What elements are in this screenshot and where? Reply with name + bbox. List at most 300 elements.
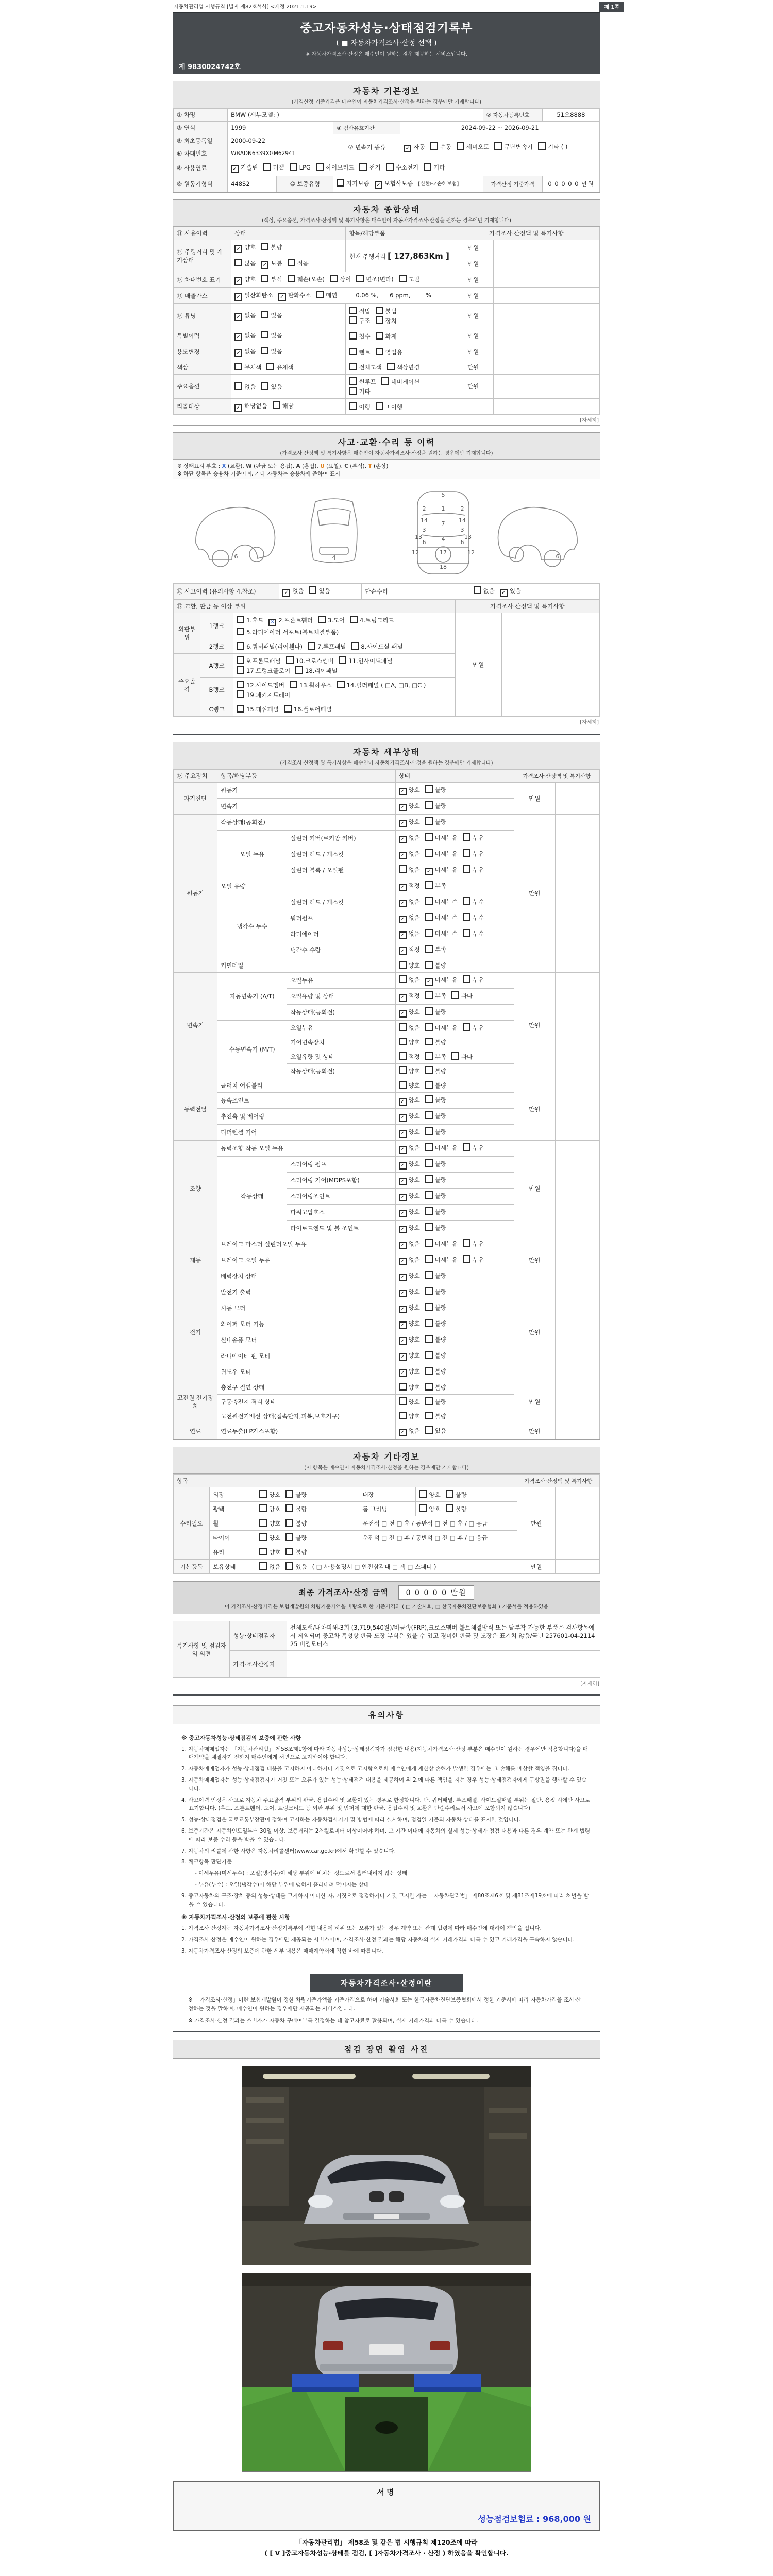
checkbox-option[interactable] <box>349 307 370 315</box>
checkbox-option[interactable] <box>259 1562 280 1571</box>
empty-box <box>463 865 470 873</box>
span <box>349 306 401 316</box>
section-etc-subtitle: (이 항목은 매수인이 자동차가격조사·산정을 원하는 경우에만 기재합니다) <box>304 1465 469 1471</box>
rect <box>292 2387 359 2392</box>
checkbox-option[interactable] <box>425 1351 446 1360</box>
checkbox-option[interactable] <box>425 801 446 810</box>
checkbox-option[interactable] <box>463 929 484 938</box>
summary-row-label: 색상 <box>174 360 231 375</box>
checkbox-option[interactable] <box>284 705 332 714</box>
checkbox-option[interactable] <box>237 628 339 636</box>
checkbox-option[interactable] <box>425 1143 458 1152</box>
checkbox-option[interactable] <box>285 1562 307 1571</box>
checkbox-option[interactable] <box>237 690 290 699</box>
span: 적정 <box>408 992 420 999</box>
checkbox-option[interactable] <box>463 849 484 858</box>
checkbox-option[interactable] <box>425 1007 446 1016</box>
checkbox-option[interactable] <box>351 642 402 651</box>
checkbox-option[interactable] <box>399 1427 420 1436</box>
checkbox-option[interactable] <box>425 1412 446 1420</box>
checkbox-option[interactable] <box>425 1159 446 1168</box>
checkbox-option[interactable] <box>288 275 325 283</box>
checkbox-option[interactable] <box>425 817 446 826</box>
span: 많음 <box>244 260 256 267</box>
checked-box: ✓ <box>399 1337 407 1345</box>
span: LPG <box>299 164 311 171</box>
item-label: 와이퍼 모터 기능 <box>217 1316 395 1332</box>
checkbox-option[interactable] <box>349 402 370 411</box>
span: 전체도색 <box>359 364 382 371</box>
checkbox-option[interactable] <box>399 1335 420 1345</box>
checkbox-option[interactable] <box>425 1175 446 1184</box>
tr <box>174 1475 600 1487</box>
checkbox-option[interactable] <box>494 142 533 151</box>
checkbox-option[interactable] <box>318 616 345 624</box>
checkbox-option[interactable] <box>290 681 332 689</box>
checkbox-option[interactable] <box>425 1023 458 1032</box>
checkbox-option[interactable] <box>234 259 256 267</box>
checkbox-option[interactable] <box>237 656 281 665</box>
empty-box <box>399 1038 407 1045</box>
span: 불량 <box>434 1272 446 1279</box>
checkbox-option[interactable] <box>425 991 446 1000</box>
checkbox-option[interactable] <box>404 143 425 152</box>
item-state <box>395 1157 514 1173</box>
item-state <box>395 1021 514 1035</box>
checkbox-option[interactable] <box>376 316 397 325</box>
price-unit: 만원 <box>517 1487 555 1560</box>
checkbox-option[interactable] <box>399 975 420 984</box>
tr <box>174 584 600 600</box>
checkbox-option[interactable] <box>425 1081 446 1090</box>
span: 일산화탄소 <box>244 292 273 299</box>
checkbox-option[interactable] <box>288 259 309 267</box>
checkbox-option[interactable] <box>399 1160 420 1170</box>
price-unit: 만원 <box>514 973 555 1078</box>
checkbox-option[interactable] <box>316 163 355 172</box>
checkbox-option[interactable] <box>261 331 282 340</box>
checkbox-option[interactable] <box>285 1519 307 1528</box>
item-label: 타이로드엔드 및 볼 조인트 <box>287 1221 395 1236</box>
checkbox-option[interactable] <box>399 786 420 795</box>
checkbox-option[interactable] <box>463 833 484 842</box>
checkbox-option[interactable] <box>425 849 458 858</box>
checkbox-option[interactable] <box>261 275 282 283</box>
opinion-text: 전체도색/내차피해-3회 (3,719,540원)/비금속(FRP),크로스멤버 볼트체결방식 또는 탈부착 가능한 부품은 검사항목에서 제외되며 중고차 특성상 판금 도장 부식은 있을 수 있고 경미한 판금 및 도장은 표기치 않음/국민 257601-04-211425 비엠모터스 <box>287 1621 600 1651</box>
checkbox-option[interactable] <box>234 275 256 285</box>
checkbox-option[interactable] <box>419 1504 440 1513</box>
empty-box <box>356 275 364 282</box>
checkbox-option[interactable] <box>463 1143 484 1152</box>
checkbox-option[interactable] <box>399 1128 420 1138</box>
checkbox-option[interactable] <box>425 1287 446 1296</box>
detail-col-state: 상태 <box>395 770 514 783</box>
checkbox-option[interactable] <box>399 275 420 283</box>
checkbox-option[interactable] <box>381 377 420 386</box>
checkbox-option[interactable] <box>259 1548 280 1556</box>
checkbox-option[interactable] <box>399 1412 420 1420</box>
checkbox-option[interactable] <box>425 1303 446 1312</box>
checkbox-option[interactable] <box>451 1052 473 1061</box>
checkbox-option[interactable] <box>474 586 495 595</box>
diagram-number: 4 <box>441 536 445 543</box>
checkbox-option[interactable] <box>425 1111 446 1120</box>
checkbox-option[interactable] <box>399 945 420 955</box>
checked-box: ✓ <box>278 293 286 301</box>
ellipse <box>440 2195 465 2208</box>
checkbox-option[interactable] <box>399 850 420 859</box>
checkbox-option[interactable] <box>425 961 446 970</box>
checkbox-option[interactable] <box>463 1255 484 1264</box>
checkbox-option[interactable] <box>285 1533 307 1542</box>
empty-box <box>399 1052 407 1060</box>
device-group-label: 고전원 전기장치 <box>174 1380 217 1423</box>
checkbox-option[interactable] <box>425 1239 458 1248</box>
price-note-cell <box>493 240 599 256</box>
checkbox-option[interactable] <box>399 929 420 939</box>
checkbox-option[interactable] <box>285 1504 307 1513</box>
rect <box>323 2341 343 2350</box>
price-unit: 만원 <box>453 272 493 288</box>
checkbox-option[interactable] <box>237 642 303 651</box>
checkbox-option[interactable] <box>263 163 284 172</box>
checkbox-option[interactable] <box>295 666 338 675</box>
checkbox-option[interactable] <box>463 1023 484 1032</box>
item-state <box>395 1409 514 1423</box>
checkbox-option[interactable] <box>308 642 346 651</box>
summary-state <box>231 272 453 288</box>
checkbox-option[interactable] <box>359 163 380 172</box>
fuel-label: ⑧ 사용연료 <box>174 160 228 176</box>
span: 양호 <box>408 786 420 793</box>
checkbox-option[interactable] <box>376 348 402 357</box>
item-label: 파워고압호스 <box>287 1205 395 1221</box>
item-label: 실린더 블록 / 오일팬 <box>287 862 395 878</box>
checkbox-option[interactable] <box>399 1397 420 1406</box>
checkbox-option[interactable] <box>425 1255 458 1264</box>
checkbox-option[interactable] <box>330 275 351 283</box>
pricing-info-text1: ※ 「가격조사·산정」이란 보험개발원이 정한 차량기준가액을 기준가격으로 하여 기술사회 또는 한국자동차진단보증협회에서 정한 기준서에 따라 자동차가격을 조사·산정하는 것을 말하며, 매수인이 원하는 경우에만 제공되는 서비스입니다. <box>188 1997 581 2012</box>
checkbox-option[interactable] <box>425 897 458 906</box>
summary-parts <box>346 304 453 328</box>
rect <box>263 2074 356 2079</box>
checkbox-option[interactable] <box>282 587 304 597</box>
checkbox-option[interactable] <box>399 1224 420 1233</box>
checkbox-option[interactable] <box>425 945 446 954</box>
checkbox-option[interactable] <box>399 1066 420 1075</box>
checkbox-option[interactable] <box>290 163 311 171</box>
empty-box <box>288 275 295 282</box>
span: 불량 <box>434 1320 446 1327</box>
span: 양호 <box>429 1505 441 1513</box>
checkbox-option[interactable] <box>425 866 458 875</box>
checkbox-option[interactable] <box>376 307 397 315</box>
checkbox-option[interactable] <box>266 363 293 371</box>
empty-box <box>425 1052 433 1060</box>
span: 4.트렁크리드 <box>360 617 394 624</box>
checkbox-option[interactable] <box>350 616 394 624</box>
checkbox-option[interactable] <box>425 1319 446 1328</box>
detail-link[interactable]: [자세히] <box>580 418 599 423</box>
checkbox-option[interactable] <box>349 348 370 357</box>
checkbox-option[interactable] <box>425 1335 446 1344</box>
checkbox-option[interactable] <box>376 332 397 341</box>
checkbox-option[interactable] <box>425 913 458 922</box>
diagram-number: 14 <box>421 517 428 524</box>
checkbox-option[interactable] <box>337 681 426 689</box>
tr <box>174 272 600 288</box>
span: 양호 <box>408 1413 420 1420</box>
checkbox-option[interactable] <box>231 163 258 173</box>
checkbox-option[interactable] <box>399 1256 420 1265</box>
checkbox-option[interactable] <box>285 1490 307 1499</box>
span: 자가보증 <box>346 180 369 187</box>
checkbox-option[interactable] <box>387 363 419 371</box>
checkbox-option[interactable] <box>425 976 458 986</box>
checkbox-option[interactable] <box>259 1519 280 1528</box>
detail-link[interactable]: [자세히] <box>580 1681 599 1687</box>
price-unit: 만원 <box>514 1078 555 1141</box>
opinion-text <box>287 1651 600 1678</box>
checkbox-option[interactable] <box>399 834 420 843</box>
section-basic-subtitle: (가격산정 기준가격은 매수인이 자동차가격조사·산정을 원하는 경우에만 기재합니다) <box>291 99 482 105</box>
checkbox-option[interactable] <box>234 402 267 412</box>
checkbox-option[interactable] <box>399 1008 420 1018</box>
etc-item-label: 타이어 <box>210 1531 256 1545</box>
span: 미세누유 <box>434 1240 458 1247</box>
checkbox-option[interactable] <box>425 1223 446 1232</box>
checkbox-option[interactable] <box>425 1127 446 1136</box>
empty-box <box>425 1351 433 1359</box>
checked-box: ✓ <box>399 1178 407 1185</box>
empty-box <box>349 307 357 314</box>
span: 기타 <box>433 164 445 171</box>
checkbox-option[interactable] <box>425 1038 446 1046</box>
checkbox-option[interactable] <box>399 1144 420 1154</box>
checkbox-option[interactable] <box>463 865 484 874</box>
checkbox-option[interactable] <box>425 1207 446 1216</box>
checkbox-option[interactable] <box>356 275 393 283</box>
checkbox-option[interactable] <box>425 785 446 794</box>
notice-item: 2. 자동차매매업자가 성능·상태점검 내용을 고지하지 아니하거나 거짓으로 고지함으로써 매수인에게 재산상 손해가 발생한 경우에는 그 손해를 배상할 책임을 집니다. <box>181 1766 570 1772</box>
tr <box>174 815 600 831</box>
checked-box: ✓ <box>399 1306 407 1313</box>
checkbox-option[interactable] <box>237 666 290 675</box>
checkbox-option[interactable] <box>500 587 521 597</box>
checkbox-option[interactable] <box>424 163 445 172</box>
checkbox-option[interactable] <box>285 1548 307 1556</box>
checkbox-option[interactable] <box>399 1383 420 1392</box>
checkbox-option[interactable] <box>261 347 282 355</box>
checked-box: ✓ <box>399 1162 407 1170</box>
checkbox-option[interactable] <box>399 1287 420 1297</box>
checkbox-option[interactable] <box>425 833 458 842</box>
checkbox-option[interactable] <box>399 865 420 874</box>
span: 화재 <box>385 332 397 340</box>
summary-state <box>231 288 453 304</box>
span: 렌트 <box>359 348 371 356</box>
price-note-cell <box>493 304 599 328</box>
checkbox-option[interactable] <box>425 1066 446 1075</box>
checkbox-option[interactable] <box>349 387 370 396</box>
checkbox-option[interactable] <box>399 1208 420 1217</box>
checkbox-option[interactable] <box>399 961 420 970</box>
checkbox-option[interactable] <box>399 1319 420 1329</box>
checkbox-option[interactable] <box>425 929 458 938</box>
checkbox-option[interactable] <box>261 243 282 251</box>
checkbox-option[interactable] <box>349 377 376 386</box>
checkbox-option[interactable] <box>259 1490 280 1499</box>
empty-box <box>425 929 433 937</box>
span: 누유 <box>473 1144 484 1151</box>
checkbox-option[interactable] <box>386 163 418 172</box>
span: 없음 <box>408 1256 420 1263</box>
checkbox-option[interactable] <box>234 382 256 391</box>
item-label: 스티어링 펌프 <box>287 1157 395 1173</box>
checkbox-option[interactable] <box>349 316 370 325</box>
span: 양호 <box>408 1352 420 1359</box>
tr <box>174 1380 600 1395</box>
checkbox-option[interactable] <box>237 616 263 624</box>
checkbox-option[interactable] <box>237 681 284 689</box>
checkbox-option[interactable] <box>425 1271 446 1280</box>
checkbox-option[interactable] <box>234 311 256 321</box>
checkbox-option[interactable] <box>234 243 256 253</box>
item-state <box>395 1284 514 1300</box>
empty-box <box>285 1504 293 1512</box>
checkbox-option[interactable] <box>399 802 420 811</box>
span: 불량 <box>295 1491 307 1498</box>
checkbox-option[interactable] <box>425 1052 446 1061</box>
price-note-cell <box>493 272 599 288</box>
device-group-label: 변속기 <box>174 973 217 1078</box>
empty-box <box>399 865 407 873</box>
checkbox-option[interactable] <box>399 1112 420 1122</box>
checkbox-option[interactable] <box>261 311 282 319</box>
signature-box[interactable] <box>173 2481 600 2531</box>
checkbox-option[interactable] <box>273 401 294 410</box>
checkbox-option[interactable] <box>237 705 279 714</box>
summary-state <box>231 375 346 399</box>
span: 19.패키지트레이 <box>246 691 291 699</box>
checkbox-option[interactable] <box>399 1023 420 1032</box>
checkbox-option[interactable] <box>463 913 484 922</box>
checkbox-option[interactable] <box>234 347 256 357</box>
checkbox-option[interactable] <box>425 1367 446 1376</box>
checkbox-option[interactable] <box>399 1176 420 1185</box>
checkbox-option[interactable] <box>446 1490 467 1499</box>
checkbox-option[interactable] <box>399 1096 420 1106</box>
checkbox-option[interactable] <box>399 1367 420 1377</box>
price-note-cell <box>555 1141 599 1236</box>
span: 불량 <box>434 1304 446 1311</box>
checkbox-option[interactable] <box>399 992 420 1002</box>
item-state <box>395 973 514 989</box>
tr <box>174 1141 600 1157</box>
item-label: 워터펌프 <box>287 910 395 926</box>
checkbox-option[interactable] <box>425 1191 446 1200</box>
checkbox-option[interactable] <box>309 586 330 595</box>
checkbox-option[interactable] <box>419 1490 440 1499</box>
checkbox-option[interactable] <box>399 1240 420 1249</box>
checkbox-option[interactable] <box>399 897 420 907</box>
checkbox-option[interactable] <box>375 179 413 189</box>
checkbox-option[interactable] <box>399 1303 420 1313</box>
checkbox-option[interactable] <box>234 291 273 301</box>
checkbox-option[interactable] <box>425 1383 446 1392</box>
checkbox-option[interactable] <box>261 259 282 269</box>
checked-box: ✓ <box>399 1353 407 1361</box>
checkbox-option[interactable] <box>399 1038 420 1046</box>
checkbox-option[interactable] <box>457 142 489 151</box>
checkbox-option[interactable] <box>261 382 282 391</box>
checkbox-option[interactable] <box>376 402 402 411</box>
span: 불량 <box>434 1224 446 1231</box>
diagram-number: 2 <box>422 505 426 512</box>
checkbox-option[interactable] <box>316 291 337 299</box>
span: 부식 <box>271 276 282 283</box>
checked-box: ✓ <box>234 349 242 357</box>
checkbox-option[interactable] <box>259 1504 280 1513</box>
device-group-label: 원동기 <box>174 815 217 973</box>
checkbox-option[interactable] <box>278 291 311 301</box>
checkbox-option[interactable] <box>463 897 484 906</box>
checkbox-option[interactable] <box>430 142 451 151</box>
checkbox-option[interactable] <box>399 913 420 923</box>
checkbox-option[interactable] <box>234 363 261 371</box>
etc-item-state <box>416 1502 517 1516</box>
checkbox-option[interactable] <box>234 331 256 341</box>
checkbox-option[interactable] <box>399 818 420 827</box>
checkbox-option[interactable] <box>399 882 420 891</box>
empty-box <box>349 363 357 370</box>
empty-box <box>309 586 316 594</box>
checkbox-option[interactable] <box>399 1052 420 1061</box>
empty-box <box>446 1504 453 1512</box>
checkbox-option[interactable] <box>463 975 484 984</box>
checked-box: ✓ <box>399 1226 407 1233</box>
checkbox-option[interactable] <box>399 1081 420 1090</box>
item-label: 구동축전지 격리 상태 <box>217 1395 395 1409</box>
checkbox-option[interactable] <box>446 1504 467 1513</box>
checkbox-option[interactable] <box>425 1095 446 1104</box>
checkbox-option[interactable] <box>399 1351 420 1361</box>
checkbox-option[interactable] <box>538 142 568 151</box>
checkbox-option[interactable] <box>463 1239 484 1248</box>
span: 누유 <box>473 866 484 873</box>
checkbox-option[interactable] <box>399 1272 420 1281</box>
tr <box>174 1560 600 1574</box>
checkbox-option[interactable] <box>286 656 334 665</box>
checkbox-option[interactable] <box>425 1426 446 1435</box>
checkbox-option[interactable] <box>425 881 446 890</box>
span: 있음 <box>434 1427 446 1434</box>
detail-link[interactable]: [자세히] <box>580 720 599 725</box>
tr <box>174 1423 600 1439</box>
checkbox-option[interactable] <box>349 332 370 341</box>
checkbox-option[interactable] <box>425 1397 446 1406</box>
checkbox-option[interactable] <box>259 1533 280 1542</box>
checkbox-option[interactable] <box>339 656 392 665</box>
checkbox-option[interactable] <box>451 991 473 1000</box>
checkbox-option[interactable] <box>349 363 381 371</box>
empty-box <box>463 1023 470 1031</box>
checkbox-option[interactable] <box>337 179 369 188</box>
empty-box <box>425 1397 433 1405</box>
checkbox-option[interactable] <box>268 616 313 626</box>
item-label: 시동 모터 <box>217 1300 395 1316</box>
checkbox-option[interactable] <box>399 1192 420 1201</box>
